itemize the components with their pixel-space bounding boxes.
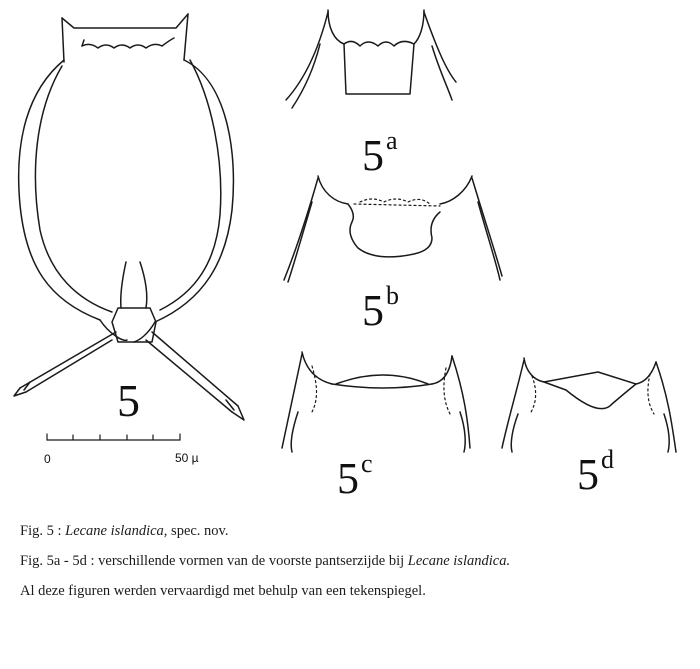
- fig5c-label: [337, 449, 373, 503]
- fig5b-label-letter: b: [386, 281, 399, 310]
- fig5-whole-body-drawing: [14, 14, 244, 420]
- caption-line-2-prefix: Fig. 5a - 5d : verschillende vormen van de voorste pantserzijde bij: [20, 553, 408, 569]
- caption-line-2: [20, 546, 690, 576]
- fig5d-anterior-margin-drawing: [502, 358, 676, 452]
- fig5c-label-number: 5: [337, 454, 359, 503]
- caption-line-1-species: Lecane islandica,: [65, 523, 168, 539]
- fig5b-label-number: 5: [362, 286, 384, 335]
- caption-line-2-species: Lecane islandica.: [407, 553, 511, 569]
- caption-line-3: Al deze figuren werden vervaardigd met behulp van een tekenspiegel.: [20, 583, 426, 599]
- fig5b-anterior-margin-drawing: [284, 176, 502, 282]
- scale-bar: [47, 434, 180, 440]
- caption-line-1: [20, 516, 690, 546]
- fig5a-label-letter: a: [386, 126, 398, 155]
- fig5c-label-letter: c: [361, 449, 373, 478]
- figure-caption: [20, 516, 690, 606]
- scale-bar-start-label: 0: [44, 452, 51, 466]
- fig5d-label-letter: d: [601, 445, 614, 474]
- fig5a-label-number: 5: [362, 131, 384, 180]
- fig5-label: 5: [117, 375, 140, 426]
- fig5b-label: [362, 281, 399, 335]
- fig5a-label: [362, 126, 398, 180]
- caption-line-1-suffix: spec. nov.: [167, 523, 229, 539]
- fig5c-anterior-margin-drawing: [282, 352, 470, 452]
- fig5a-anterior-margin-drawing: [286, 10, 456, 108]
- fig5d-label: [577, 445, 614, 499]
- scale-bar-end-label: 50 µ: [175, 451, 199, 465]
- fig5d-label-number: 5: [577, 450, 599, 499]
- caption-line-1-prefix: Fig. 5 :: [20, 523, 66, 539]
